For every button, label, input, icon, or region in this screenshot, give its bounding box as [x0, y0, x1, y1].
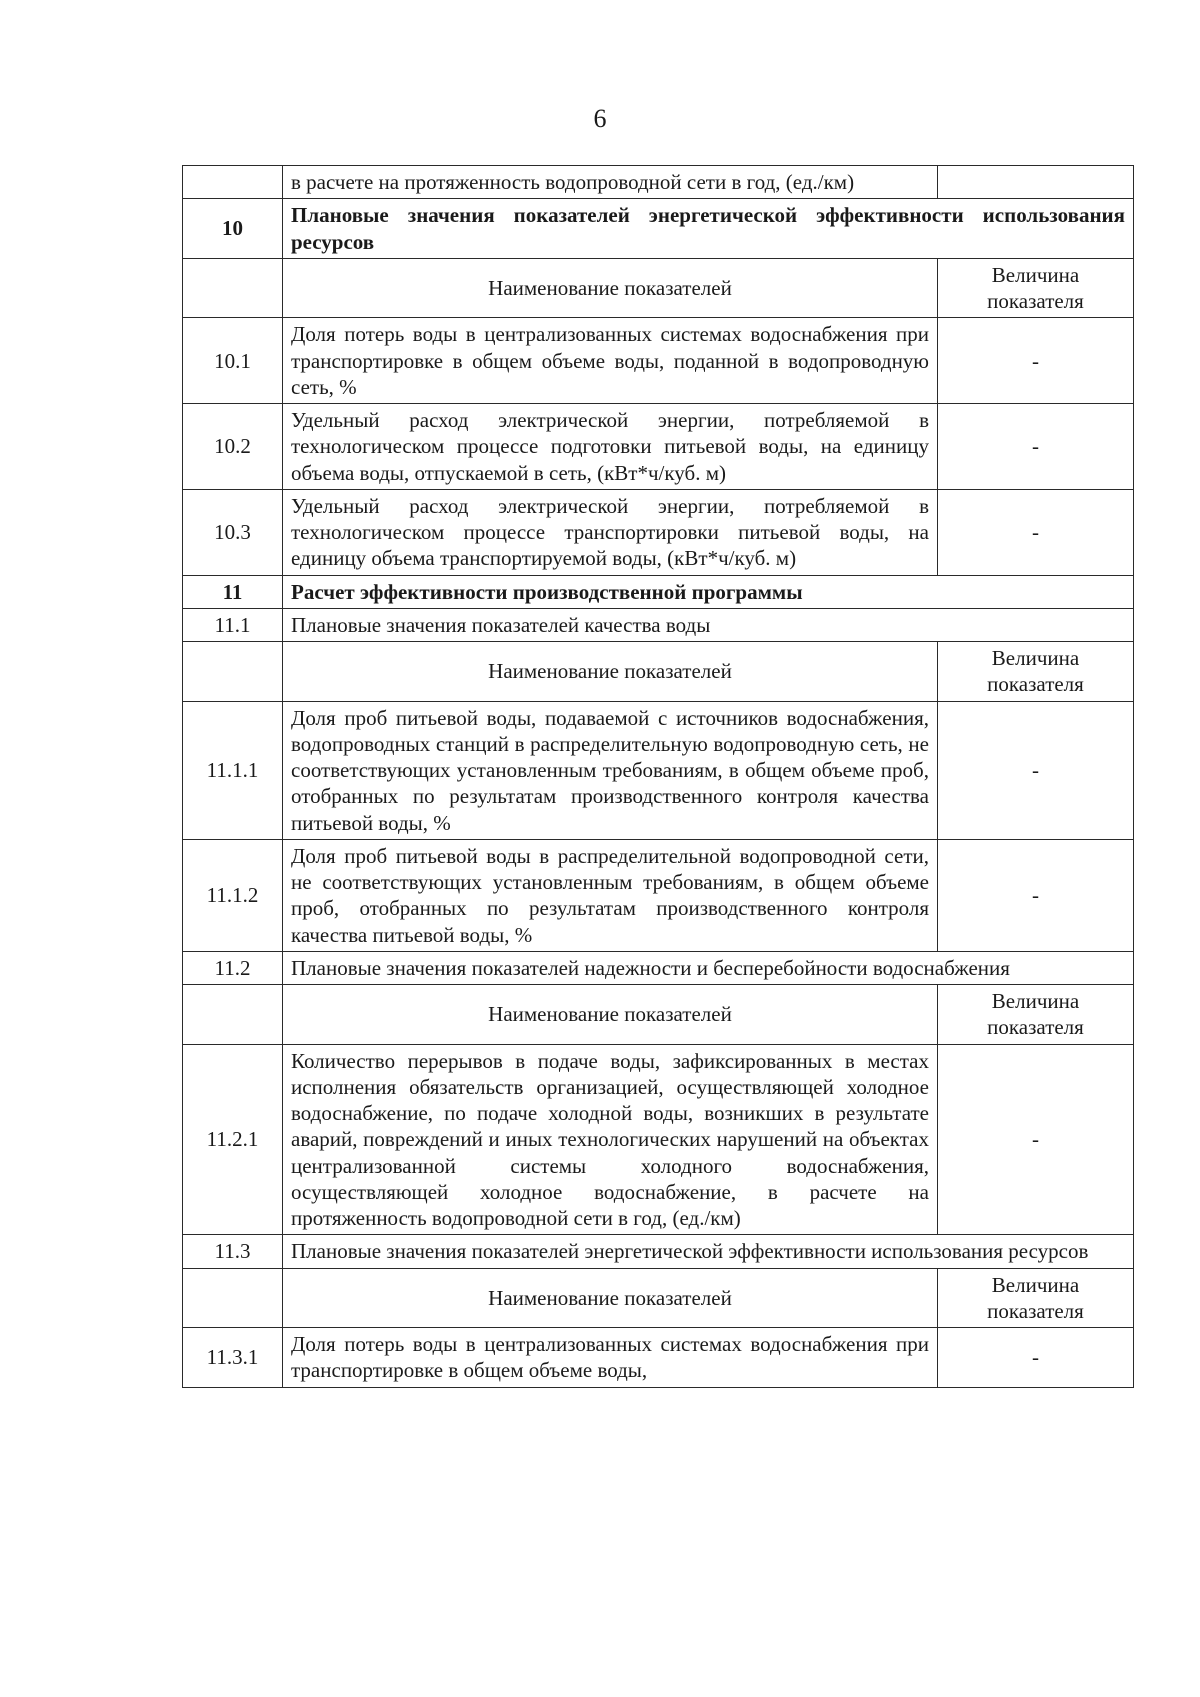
section-title: Расчет эффективности производственной программы [283, 575, 1134, 608]
header-blank-cell [183, 1268, 283, 1328]
table-row [183, 701, 1134, 839]
subsection-number: 11.3 [183, 1235, 283, 1268]
column-header-row [183, 258, 1134, 318]
row-number: 11.2.1 [183, 1044, 283, 1235]
column-header-row [183, 985, 1134, 1045]
subsection-title: Плановые значения показателей надежности и бесперебойности водоснабжения [283, 951, 1134, 984]
table-row [183, 1328, 1134, 1388]
table-row [183, 404, 1134, 490]
column-header-row [183, 642, 1134, 702]
row-number: 10.2 [183, 404, 283, 490]
row-description: Удельный расход электрической энергии, потребляемой в технологическом процессе транспортировки питьевой воды, на единицу объема транспортируемой воды, (кВт*ч/куб. м) [283, 489, 938, 575]
row-number: 10.1 [183, 318, 283, 404]
subsection-row [183, 1235, 1134, 1268]
row-value: - [938, 489, 1134, 575]
header-value-cell: Величина показателя [938, 642, 1134, 702]
table-row [183, 166, 1134, 199]
row-description: Удельный расход электрической энергии, потребляемой в технологическом процессе подготовки питьевой воды, на единицу объема воды, отпускаемой в сеть, (кВт*ч/куб. м) [283, 404, 938, 490]
row-value: - [938, 839, 1134, 951]
section-number: 11 [183, 575, 283, 608]
row-number: 11.1.2 [183, 839, 283, 951]
header-blank-cell [183, 985, 283, 1045]
section-row [183, 575, 1134, 608]
row-description: Доля потерь воды в централизованных системах водоснабжения при транспортировке в общем объеме воды, [283, 1328, 938, 1388]
row-value: - [938, 1044, 1134, 1235]
table-row [183, 489, 1134, 575]
header-blank-cell [183, 258, 283, 318]
row-value: - [938, 404, 1134, 490]
row-value [938, 166, 1134, 199]
row-value: - [938, 318, 1134, 404]
row-value: - [938, 1328, 1134, 1388]
row-number [183, 166, 283, 199]
header-name-cell: Наименование показателей [283, 1268, 938, 1328]
row-number: 11.3.1 [183, 1328, 283, 1388]
row-number: 10.3 [183, 489, 283, 575]
table-row [183, 839, 1134, 951]
subsection-title: Плановые значения показателей энергетической эффективности использования ресурсов [283, 1235, 1134, 1268]
section-row [183, 199, 1134, 259]
header-value-cell: Величина показателя [938, 1268, 1134, 1328]
header-blank-cell [183, 642, 283, 702]
row-value: - [938, 701, 1134, 839]
header-value-cell: Величина показателя [938, 258, 1134, 318]
row-number: 11.1.1 [183, 701, 283, 839]
subsection-number: 11.2 [183, 951, 283, 984]
row-description: в расчете на протяженность водопроводной сети в год, (ед./км) [283, 166, 938, 199]
subsection-row [183, 951, 1134, 984]
subsection-title: Плановые значения показателей качества воды [283, 608, 1134, 641]
subsection-row [183, 608, 1134, 641]
row-description: Количество перерывов в подаче воды, зафиксированных в местах исполнения обязательств организацией, осуществляющей холодное водоснабжение, по подаче холодной воды, возникших в результате аварий, повреждений и иных технологических нарушений на объектах централизованной системы холодного водоснабжения, осуществляющей холодное водоснабжение, в расчете на протяженность водопроводной сети в год, (ед./км) [283, 1044, 938, 1235]
header-value-cell: Величина показателя [938, 985, 1134, 1045]
section-title: Плановые значения показателей энергетической эффективности использования ресурсов [283, 199, 1134, 259]
page-number: 6 [593, 104, 607, 133]
row-description: Доля проб питьевой воды, подаваемой с источников водоснабжения, водопроводных станций в распределительную водопроводную сеть, не соответствующих установленным требованиям, в общем объеме проб, отобранных по результатам производственного контроля качества питьевой воды, % [283, 701, 938, 839]
row-description: Доля проб питьевой воды в распределительной водопроводной сети, не соответствующих установленным требованиям, в общем объеме проб, отобранных по результатам производственного контроля качества питьевой воды, % [283, 839, 938, 951]
column-header-row [183, 1268, 1134, 1328]
indicators-table [182, 165, 1134, 1388]
subsection-number: 11.1 [183, 608, 283, 641]
header-name-cell: Наименование показателей [283, 258, 938, 318]
section-number: 10 [183, 199, 283, 259]
table-row [183, 1044, 1134, 1235]
row-description: Доля потерь воды в централизованных системах водоснабжения при транспортировке в общем объеме воды, поданной в водопроводную сеть, % [283, 318, 938, 404]
header-name-cell: Наименование показателей [283, 985, 938, 1045]
header-name-cell: Наименование показателей [283, 642, 938, 702]
indicators-table-body [183, 166, 1134, 1388]
table-row [183, 318, 1134, 404]
